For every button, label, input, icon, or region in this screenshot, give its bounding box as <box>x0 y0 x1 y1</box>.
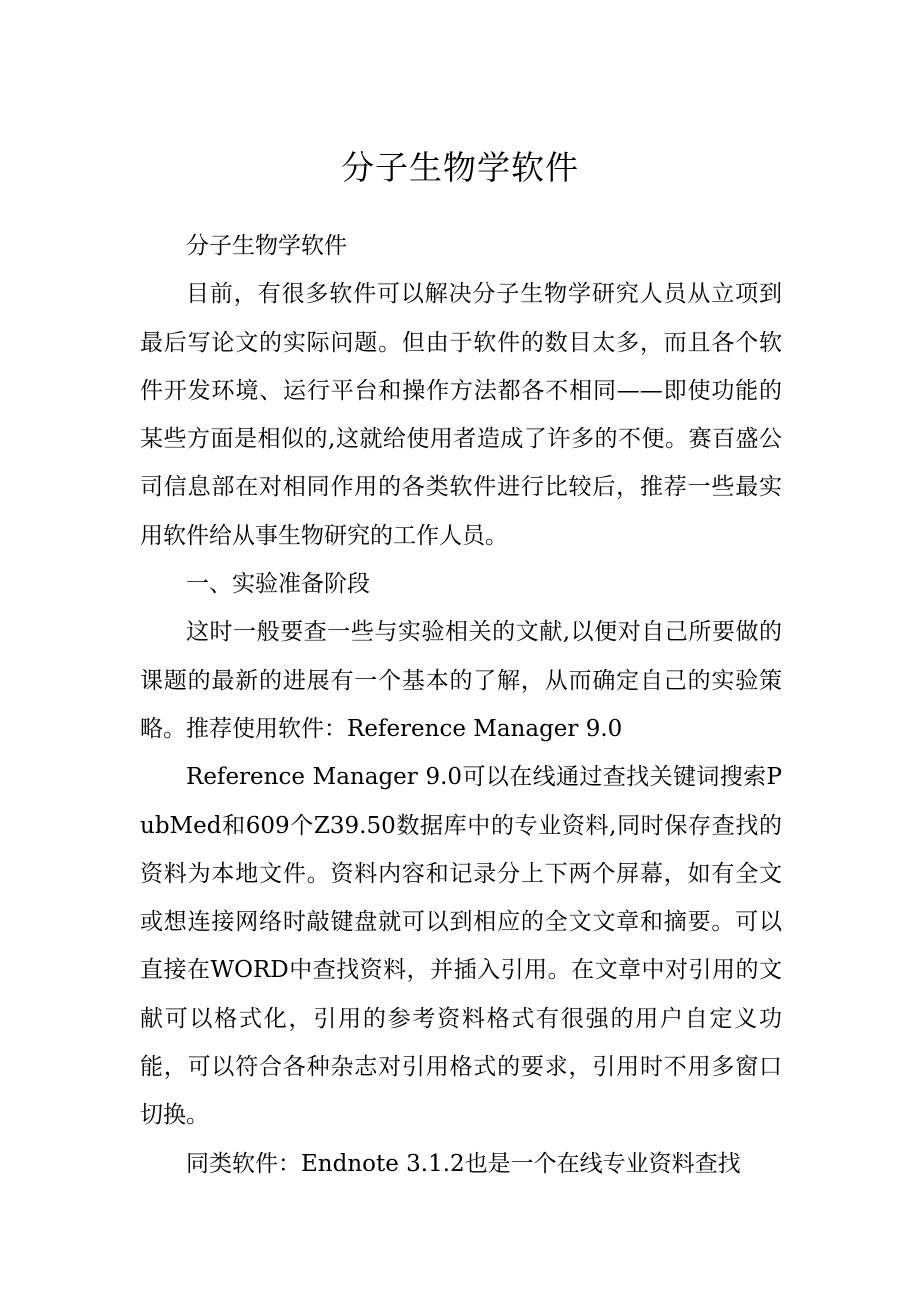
document-body <box>140 222 782 1188</box>
paragraph-intro: 目前，有很多软件可以解决分子生物学研究人员从立项到最后写论文的实际问题。但由于软件的数目太多，而且各个软件开发环境、运行平台和操作方法都各不相同——即使功能的某些方面是相似的,这就给使用者造成了许多的不便。赛百盛公司信息部在对相同作用的各类软件进行比较后，推荐一些最实用软件给从事生物研究的工作人员。 <box>140 281 782 549</box>
paragraph-endnote: 同类软件：Endnote 3.1.2也是一个在线专业资料查找 <box>186 1150 741 1177</box>
paragraph-literature-search: 这时一般要查一些与实验相关的文献,以便对自己所要做的课题的最新的进展有一个基本的了解，从而确定自己的实验策略。推荐使用软件：Reference Manager 9.0 <box>140 619 782 742</box>
paragraph-reference-manager: Reference Manager 9.0可以在线通过查找关键词搜索PubMed和609个Z39.50数据库中的专业资料,同时保存查找的资料为本地文件。资料内容和记录分上下两个屏幕，如有全文或想连接网络时敲键盘就可以到相应的全文文章和摘要。可以直接在WORD中查找资料，并插入引用。在文章中对引用的文献可以格式化，引用的参考资料格式有很强的用户自定义功能，可以符合各种杂志对引用格式的要求，引用时不用多窗口切换。 <box>140 764 782 1129</box>
section-heading-preparation: 一、实验准备阶段 <box>186 571 370 598</box>
paragraph-heading: 分子生物学软件 <box>186 233 347 259</box>
document-title: 分子生物学软件 <box>341 148 579 187</box>
